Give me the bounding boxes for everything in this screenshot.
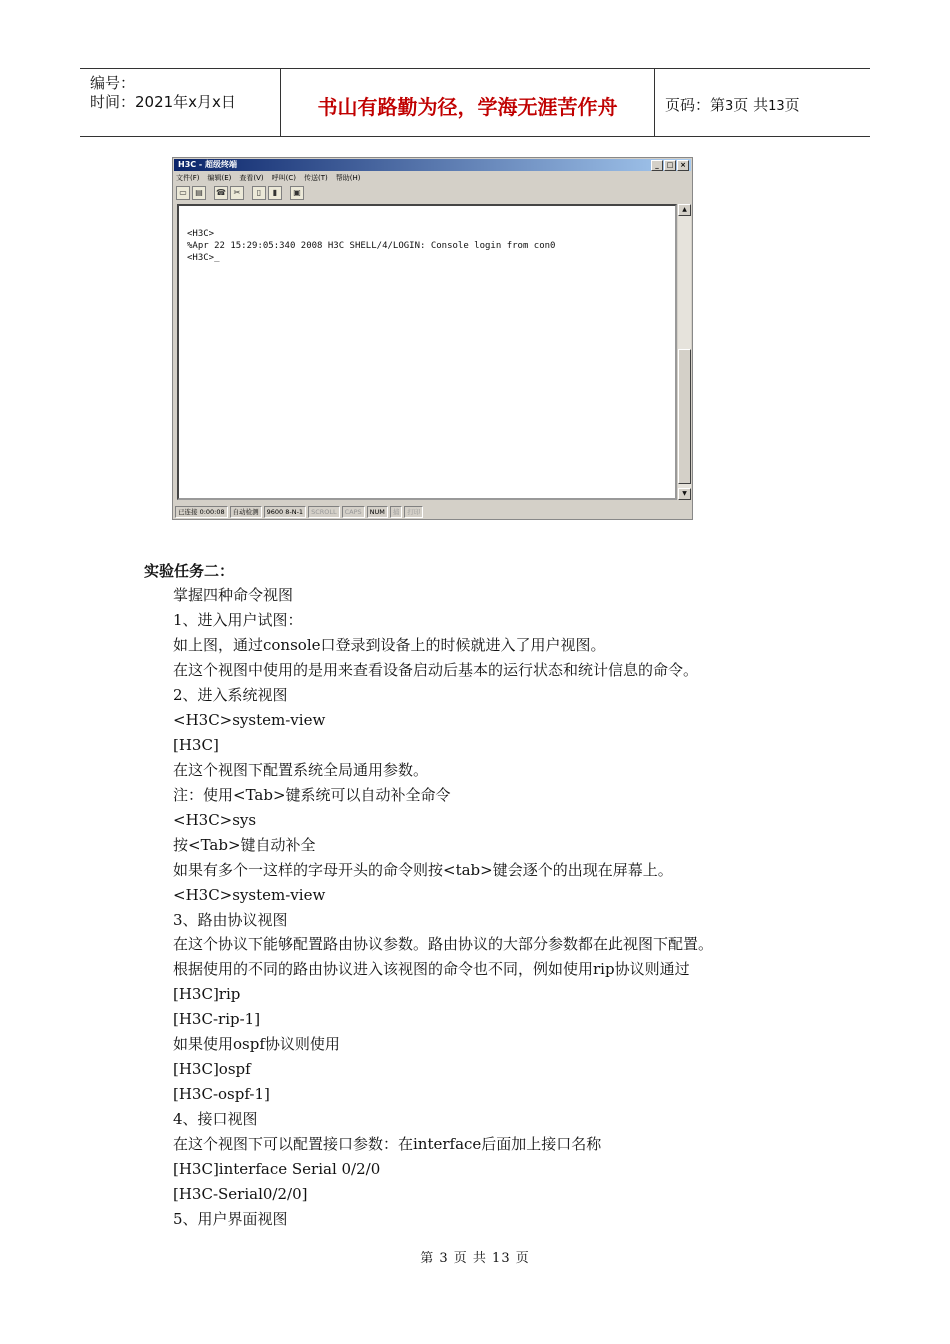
- toolbar: [176, 186, 304, 200]
- terminal-screen[interactable]: [177, 204, 677, 500]
- page-footer: 第 3 页 共 13 页: [420, 1251, 530, 1266]
- body-line: <H3C>system-view: [173, 711, 326, 729]
- status-print: 打印: [404, 506, 423, 518]
- receive-icon[interactable]: ▮: [268, 186, 282, 200]
- hyperterminal-window: [172, 157, 693, 520]
- minimize-icon[interactable]: _: [651, 160, 663, 171]
- vertical-scrollbar[interactable]: [678, 204, 691, 500]
- page-mid: 页 共: [733, 96, 769, 114]
- status-baud: 9600 8-N-1: [264, 506, 306, 518]
- body-line: 注：使用<Tab>键系统可以自动补全命令: [173, 786, 451, 804]
- body-line: 3、路由协议视图: [173, 911, 288, 929]
- page-header: [80, 68, 870, 137]
- body-line: 根据使用的不同的路由协议进入该视图的命令也不同，例如使用rip协议则通过: [173, 960, 690, 978]
- terminal-line: <H3C>: [187, 229, 215, 239]
- status-bar: [175, 506, 423, 518]
- new-icon[interactable]: ▭: [176, 186, 190, 200]
- menu-transfer[interactable]: 传送(T): [304, 174, 328, 182]
- status-capture: 捕: [390, 506, 403, 518]
- terminal-line: <H3C>_: [187, 253, 220, 263]
- date-label: 时间：2021年x月x日: [90, 93, 236, 111]
- open-icon[interactable]: ▤: [192, 186, 206, 200]
- maximize-icon[interactable]: □: [664, 160, 676, 171]
- header-info-cell: [80, 69, 281, 136]
- menu-edit[interactable]: 编辑(E): [207, 174, 232, 182]
- body-line: 如上图，通过console口登录到设备上的时候就进入了用户视图。: [173, 636, 606, 654]
- page-prefix: 页码：第: [665, 96, 726, 114]
- section-title: 实验任务二：: [144, 562, 235, 580]
- status-num: NUM: [367, 506, 388, 518]
- status-connected: 已连接 0:00:08: [175, 506, 228, 518]
- menu-file[interactable]: 文件(F): [176, 174, 200, 182]
- window-controls: [651, 160, 689, 171]
- number-label: 编号：: [90, 74, 136, 92]
- page-suffix: 页: [784, 96, 800, 114]
- body-line: 如果使用ospf协议则使用: [173, 1035, 340, 1053]
- body-line: [H3C]ospf: [173, 1060, 251, 1078]
- menu-bar: [176, 172, 361, 184]
- body-line: 在这个视图下配置系统全局通用参数。: [173, 761, 429, 779]
- body-line: <H3C>system-view: [173, 886, 326, 904]
- header-motto-cell: [281, 69, 655, 136]
- phone-icon[interactable]: ☎: [214, 186, 228, 200]
- body-line: <H3C>sys: [173, 811, 257, 829]
- body-line: 如果有多个一这样的字母开头的命令则按<tab>键会逐个的出现在屏幕上。: [173, 861, 673, 879]
- body-line: [H3C-rip-1]: [173, 1010, 261, 1028]
- body-line: 在这个视图下可以配置接口参数：在interface后面加上接口名称: [173, 1135, 602, 1153]
- body-line: [H3C]: [173, 736, 219, 754]
- disconnect-icon[interactable]: ✂: [230, 186, 244, 200]
- body-line: 在这个协议下能够配置路由协议参数。路由协议的大部分参数都在此视图下配置。: [173, 935, 714, 953]
- body-line: 按<Tab>键自动补全: [173, 836, 316, 854]
- body-line: [H3C]interface Serial 0/2/0: [173, 1160, 381, 1178]
- send-icon[interactable]: ▯: [252, 186, 266, 200]
- menu-call[interactable]: 呼叫(C): [271, 174, 297, 182]
- body-line: 5、用户界面视图: [173, 1210, 288, 1228]
- terminal-line: %Apr 22 15:29:05:340 2008 H3C SHELL/4/LOGIN: Console login from con0: [187, 241, 556, 251]
- body-line: [H3C-Serial0/2/0]: [173, 1185, 308, 1203]
- scroll-thumb[interactable]: [678, 349, 691, 484]
- body-line: [H3C]rip: [173, 985, 241, 1003]
- terminal-output: [187, 228, 555, 264]
- scroll-down-icon[interactable]: ▼: [678, 488, 691, 500]
- page-total: 13: [768, 99, 785, 114]
- window-titlebar: [174, 159, 691, 171]
- status-scroll: SCROLL: [308, 506, 340, 518]
- menu-view[interactable]: 查看(V): [239, 174, 264, 182]
- menu-help[interactable]: 帮助(H): [335, 174, 361, 182]
- close-icon[interactable]: ×: [677, 160, 689, 171]
- properties-icon[interactable]: ▣: [290, 186, 304, 200]
- body-line: 2、进入系统视图: [173, 686, 288, 704]
- body-line: 4、接口视图: [173, 1110, 258, 1128]
- status-detect: 自动检测: [230, 506, 262, 518]
- body-line: 掌握四种命令视图: [173, 586, 294, 604]
- page-indicator: [665, 94, 800, 115]
- body-line: 在这个视图中使用的是用来查看设备启动后基本的运行状态和统计信息的命令。: [173, 661, 699, 679]
- status-caps: CAPS: [342, 506, 365, 518]
- header-page-cell: [655, 69, 870, 136]
- window-title: H3C - 超级终端: [178, 160, 238, 169]
- body-line: 1、进入用户试图：: [173, 611, 303, 629]
- page-current: 3: [725, 99, 734, 114]
- scroll-up-icon[interactable]: ▲: [678, 204, 691, 216]
- body-line: [H3C-ospf-1]: [173, 1085, 270, 1103]
- motto: 书山有路勤为径，学海无涯苦作舟: [317, 95, 618, 119]
